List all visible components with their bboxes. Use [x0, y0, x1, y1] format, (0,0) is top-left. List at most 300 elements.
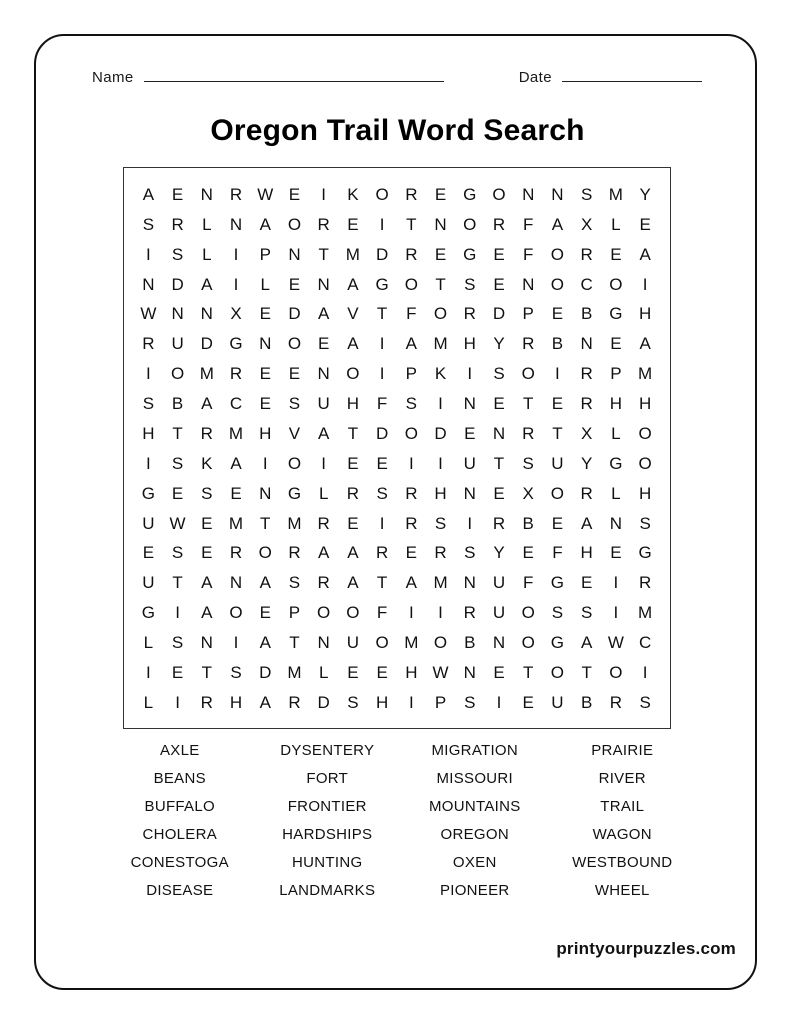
letter-cell[interactable]: I [408, 692, 415, 712]
letter-cell[interactable]: A [230, 453, 243, 473]
word-list-item[interactable]: MIGRATION [431, 742, 519, 759]
letter-cell[interactable]: O [287, 214, 302, 234]
letter-cell[interactable]: S [405, 394, 418, 414]
letter-cell[interactable]: G [550, 573, 565, 593]
letter-cell[interactable]: R [346, 483, 360, 503]
letter-cell[interactable]: C [580, 274, 594, 294]
letter-cell[interactable]: E [259, 364, 272, 384]
letter-cell[interactable]: H [346, 394, 360, 414]
letter-cell[interactable]: L [260, 274, 271, 294]
name-input-line[interactable] [144, 81, 444, 82]
letter-cell[interactable]: I [438, 394, 444, 414]
letter-cell[interactable]: F [552, 543, 564, 563]
letter-cell[interactable]: F [406, 304, 418, 324]
letter-cell[interactable]: E [259, 603, 272, 623]
letter-cell[interactable]: R [580, 483, 594, 503]
letter-cell[interactable]: D [434, 423, 448, 443]
letter-cell[interactable]: E [288, 364, 301, 384]
letter-cell[interactable]: O [550, 244, 565, 264]
letter-cell[interactable]: N [259, 334, 272, 354]
letter-cell[interactable]: N [580, 334, 594, 354]
letter-cell[interactable]: H [405, 662, 418, 682]
letter-cell[interactable]: I [642, 274, 648, 294]
letter-cell[interactable]: L [143, 633, 154, 653]
letter-cell[interactable]: O [638, 423, 653, 443]
letter-cell[interactable]: N [317, 633, 331, 653]
letter-cell[interactable]: A [551, 214, 564, 234]
letter-cell[interactable]: R [463, 603, 477, 623]
letter-cell[interactable]: X [230, 304, 243, 324]
letter-cell[interactable]: R [200, 692, 214, 712]
letter-cell[interactable]: G [609, 304, 623, 324]
letter-cell[interactable]: N [463, 483, 477, 503]
letter-cell[interactable]: R [288, 543, 302, 563]
letter-cell[interactable]: O [492, 184, 507, 204]
letter-cell[interactable]: R [580, 244, 594, 264]
letter-cell[interactable]: U [492, 603, 506, 623]
letter-cell[interactable]: E [434, 244, 447, 264]
letter-cell[interactable]: E [376, 453, 389, 473]
letter-cell[interactable]: R [434, 543, 448, 563]
letter-cell[interactable]: O [404, 423, 419, 443]
letter-cell[interactable]: N [492, 423, 506, 443]
letter-cell[interactable]: P [288, 603, 301, 623]
letter-cell[interactable]: U [463, 453, 477, 473]
letter-cell[interactable]: R [580, 364, 594, 384]
letter-cell[interactable]: O [521, 633, 536, 653]
letter-cell[interactable]: I [233, 633, 239, 653]
letter-cell[interactable]: O [463, 214, 477, 234]
word-list-item[interactable]: PRAIRIE [591, 742, 654, 759]
word-list-item[interactable]: BEANS [153, 770, 206, 787]
letter-cell[interactable]: I [555, 364, 561, 384]
letter-cell[interactable]: S [580, 184, 593, 204]
letter-cell[interactable]: I [233, 244, 239, 264]
letter-cell[interactable]: N [492, 633, 506, 653]
letter-cell[interactable]: I [613, 603, 619, 623]
letter-cell[interactable]: I [233, 274, 239, 294]
letter-cell[interactable]: M [433, 573, 449, 593]
letter-cell[interactable]: R [229, 184, 243, 204]
letter-cell[interactable]: R [522, 334, 535, 354]
word-list-item[interactable]: AXLE [159, 742, 200, 759]
letter-cell[interactable]: E [347, 214, 360, 234]
word-list-item[interactable]: OREGON [440, 826, 509, 843]
letter-cell[interactable]: M [608, 184, 624, 204]
letter-cell[interactable]: U [142, 513, 155, 533]
letter-cell[interactable]: N [522, 274, 535, 294]
letter-cell[interactable]: D [317, 692, 331, 712]
letter-cell[interactable]: M [433, 334, 449, 354]
letter-cell[interactable]: E [580, 573, 593, 593]
letter-cell[interactable]: N [463, 662, 477, 682]
letter-cell[interactable]: A [259, 633, 272, 653]
letter-cell[interactable]: N [259, 483, 272, 503]
letter-cell[interactable]: A [580, 513, 593, 533]
letter-cell[interactable]: K [434, 364, 447, 384]
letter-cell[interactable]: U [492, 573, 506, 593]
letter-cell[interactable]: G [550, 633, 565, 653]
word-list-item[interactable]: PIONEER [439, 882, 510, 899]
letter-cell[interactable]: T [172, 423, 184, 443]
letter-cell[interactable]: S [522, 453, 535, 473]
letter-cell[interactable]: E [201, 513, 213, 533]
letter-cell[interactable]: S [171, 543, 184, 563]
letter-cell[interactable]: O [229, 603, 244, 623]
letter-cell[interactable]: E [551, 394, 564, 414]
letter-cell[interactable]: G [141, 603, 156, 623]
letter-cell[interactable]: E [259, 304, 272, 324]
letter-cell[interactable]: T [523, 662, 534, 682]
letter-cell[interactable]: E [142, 543, 155, 563]
letter-cell[interactable]: T [172, 573, 184, 593]
letter-cell[interactable]: E [288, 274, 301, 294]
letter-cell[interactable]: R [229, 364, 243, 384]
letter-cell[interactable]: S [639, 692, 652, 712]
letter-cell[interactable]: T [289, 633, 301, 653]
letter-cell[interactable]: S [434, 513, 447, 533]
letter-cell[interactable]: N [317, 364, 331, 384]
letter-cell[interactable]: T [406, 214, 418, 234]
word-list-item[interactable]: WHEEL [594, 882, 650, 899]
letter-cell[interactable]: M [638, 364, 653, 384]
letter-cell[interactable]: E [318, 334, 330, 354]
letter-cell[interactable]: M [228, 423, 244, 443]
letter-cell[interactable]: T [201, 662, 213, 682]
letter-cell[interactable]: A [201, 603, 213, 623]
letter-cell[interactable]: F [376, 603, 388, 623]
letter-cell[interactable]: B [551, 334, 564, 354]
letter-cell[interactable]: H [463, 334, 477, 354]
letter-cell[interactable]: R [580, 394, 594, 414]
letter-cell[interactable]: E [347, 453, 360, 473]
letter-cell[interactable]: A [347, 543, 360, 563]
letter-cell[interactable]: U [551, 453, 565, 473]
word-list-item[interactable]: CHOLERA [142, 826, 218, 843]
letter-cell[interactable]: P [610, 364, 623, 384]
letter-cell[interactable]: P [434, 692, 447, 712]
letter-cell[interactable]: E [347, 513, 360, 533]
letter-cell[interactable]: P [522, 304, 535, 324]
letter-cell[interactable]: I [145, 662, 152, 682]
letter-cell[interactable]: M [287, 662, 303, 682]
letter-cell[interactable]: E [230, 483, 243, 503]
letter-cell[interactable]: L [202, 244, 213, 264]
letter-cell[interactable]: M [345, 244, 361, 264]
letter-cell[interactable]: E [201, 543, 213, 563]
letter-cell[interactable]: D [492, 304, 506, 324]
letter-cell[interactable]: N [200, 304, 214, 324]
letter-cell[interactable]: A [580, 633, 593, 653]
letter-cell[interactable]: E [347, 662, 360, 682]
letter-cell[interactable]: E [610, 334, 623, 354]
letter-cell[interactable]: R [375, 543, 389, 563]
letter-cell[interactable]: E [493, 244, 506, 264]
letter-cell[interactable]: R [229, 543, 243, 563]
letter-cell[interactable]: A [201, 573, 213, 593]
letter-cell[interactable]: D [171, 274, 185, 294]
letter-cell[interactable]: A [347, 274, 360, 294]
letter-cell[interactable]: N [609, 513, 623, 533]
letter-cell[interactable]: S [464, 543, 476, 563]
word-list-item[interactable]: FORT [306, 770, 349, 787]
letter-cell[interactable]: N [317, 274, 331, 294]
letter-cell[interactable]: T [523, 394, 534, 414]
letter-cell[interactable]: M [638, 603, 653, 623]
letter-cell[interactable]: W [140, 304, 157, 324]
word-list-item[interactable]: HARDSHIPS [282, 826, 373, 843]
letter-cell[interactable]: M [287, 513, 303, 533]
letter-cell[interactable]: H [142, 423, 155, 443]
letter-cell[interactable]: S [639, 513, 652, 533]
letter-cell[interactable]: O [258, 543, 273, 563]
letter-cell[interactable]: I [321, 453, 327, 473]
letter-cell[interactable]: E [171, 662, 184, 682]
letter-cell[interactable]: H [609, 394, 623, 414]
letter-cell[interactable]: M [199, 364, 215, 384]
letter-cell[interactable]: E [171, 483, 184, 503]
letter-cell[interactable]: A [318, 304, 330, 324]
letter-cell[interactable]: N [551, 184, 565, 204]
letter-cell[interactable]: N [522, 184, 535, 204]
letter-cell[interactable]: O [609, 662, 623, 682]
letter-cell[interactable]: T [435, 274, 447, 294]
word-list-item[interactable]: RIVER [598, 770, 646, 787]
letter-cell[interactable]: N [142, 274, 155, 294]
letter-cell[interactable]: N [229, 214, 243, 234]
letter-cell[interactable]: G [141, 483, 156, 503]
letter-cell[interactable]: L [318, 483, 329, 503]
letter-cell[interactable]: D [288, 304, 302, 324]
letter-cell[interactable]: I [496, 692, 502, 712]
letter-cell[interactable]: O [375, 633, 390, 653]
letter-cell[interactable]: I [379, 334, 385, 354]
letter-cell[interactable]: I [175, 603, 181, 623]
letter-cell[interactable]: W [169, 513, 187, 533]
letter-cell[interactable]: O [170, 364, 185, 384]
letter-cell[interactable]: O [550, 274, 565, 294]
letter-cell[interactable]: I [467, 364, 473, 384]
letter-cell[interactable]: R [288, 692, 302, 712]
letter-cell[interactable]: E [610, 244, 623, 264]
letter-cell[interactable]: S [580, 603, 593, 623]
letter-cell[interactable]: S [288, 573, 301, 593]
letter-cell[interactable]: E [405, 543, 418, 563]
letter-cell[interactable]: R [317, 214, 331, 234]
letter-cell[interactable]: B [171, 394, 184, 414]
letter-cell[interactable]: C [638, 633, 652, 653]
letter-cell[interactable]: I [467, 513, 473, 533]
letter-cell[interactable]: O [433, 304, 448, 324]
letter-cell[interactable]: X [522, 483, 535, 503]
letter-cell[interactable]: W [432, 662, 450, 682]
letter-cell[interactable]: I [379, 364, 385, 384]
letter-cell[interactable]: E [522, 543, 535, 563]
letter-cell[interactable]: Y [639, 184, 652, 204]
word-list-item[interactable]: HUNTING [292, 854, 363, 871]
letter-cell[interactable]: G [609, 453, 623, 473]
letter-cell[interactable]: F [523, 573, 534, 593]
letter-cell[interactable]: E [493, 394, 506, 414]
word-list-item[interactable]: DYSENTERY [280, 742, 375, 759]
letter-cell[interactable]: O [346, 364, 360, 384]
letter-cell[interactable]: H [259, 423, 272, 443]
letter-cell[interactable]: N [463, 573, 477, 593]
letter-cell[interactable]: R [171, 214, 185, 234]
letter-cell[interactable]: O [317, 603, 331, 623]
letter-cell[interactable]: S [347, 692, 360, 712]
word-list-item[interactable]: MOUNTAINS [428, 798, 521, 815]
letter-cell[interactable]: R [405, 184, 418, 204]
letter-cell[interactable]: N [200, 633, 214, 653]
letter-cell[interactable]: I [262, 453, 269, 473]
letter-cell[interactable]: K [347, 184, 360, 204]
letter-cell[interactable]: L [611, 423, 622, 443]
letter-cell[interactable]: B [522, 513, 535, 533]
letter-cell[interactable]: F [523, 244, 534, 264]
letter-cell[interactable]: F [523, 214, 534, 234]
letter-cell[interactable]: R [638, 573, 652, 593]
letter-cell[interactable]: Y [580, 453, 593, 473]
date-input-line[interactable] [562, 81, 702, 82]
letter-cell[interactable]: E [376, 662, 389, 682]
letter-cell[interactable]: F [376, 394, 388, 414]
word-list-item[interactable]: CONESTOGA [130, 854, 229, 871]
letter-cell[interactable]: O [287, 453, 302, 473]
letter-cell[interactable]: H [638, 394, 652, 414]
letter-cell[interactable]: U [346, 633, 360, 653]
letter-cell[interactable]: S [171, 244, 184, 264]
letter-cell[interactable]: I [408, 603, 415, 623]
letter-cell[interactable]: L [143, 692, 154, 712]
word-list-item[interactable]: FRONTIER [287, 798, 367, 815]
letter-cell[interactable]: G [287, 483, 302, 503]
letter-cell[interactable]: H [229, 692, 243, 712]
letter-cell[interactable]: S [201, 483, 213, 503]
letter-cell[interactable]: T [318, 244, 330, 264]
letter-cell[interactable]: L [318, 662, 329, 682]
letter-cell[interactable]: A [259, 214, 272, 234]
letter-cell[interactable]: O [521, 364, 536, 384]
letter-cell[interactable]: R [405, 483, 418, 503]
letter-cell[interactable]: N [288, 244, 302, 264]
letter-cell[interactable]: P [259, 244, 272, 264]
letter-cell[interactable]: G [638, 543, 653, 563]
letter-cell[interactable]: S [464, 692, 476, 712]
letter-cell[interactable]: D [259, 662, 272, 682]
letter-cell[interactable]: R [317, 573, 331, 593]
letter-cell[interactable]: T [347, 423, 359, 443]
letter-cell[interactable]: E [493, 274, 506, 294]
letter-cell[interactable]: T [376, 573, 388, 593]
letter-cell[interactable]: B [580, 304, 593, 324]
letter-cell[interactable]: E [259, 394, 272, 414]
letter-cell[interactable]: N [171, 304, 185, 324]
letter-cell[interactable]: U [317, 394, 331, 414]
letter-cell[interactable]: G [375, 274, 390, 294]
letter-cell[interactable]: I [145, 453, 152, 473]
letter-cell[interactable]: N [200, 184, 214, 204]
letter-cell[interactable]: S [551, 603, 564, 623]
letter-cell[interactable]: I [145, 364, 152, 384]
letter-cell[interactable]: E [171, 184, 184, 204]
letter-cell[interactable]: I [613, 573, 619, 593]
letter-cell[interactable]: W [607, 633, 625, 653]
letter-cell[interactable]: A [347, 334, 360, 354]
letter-cell[interactable]: R [609, 692, 623, 712]
word-list-item[interactable]: BUFFALO [144, 798, 215, 815]
letter-cell[interactable]: R [405, 513, 418, 533]
letter-cell[interactable]: R [317, 513, 331, 533]
letter-cell[interactable]: N [463, 394, 477, 414]
letter-cell[interactable]: E [522, 692, 535, 712]
letter-cell[interactable]: I [379, 214, 385, 234]
letter-cell[interactable]: K [201, 453, 213, 473]
letter-cell[interactable]: E [464, 423, 476, 443]
letter-cell[interactable]: I [408, 453, 415, 473]
letter-cell[interactable]: O [404, 274, 419, 294]
letter-cell[interactable]: O [433, 633, 448, 653]
letter-cell[interactable]: I [145, 244, 152, 264]
letter-cell[interactable]: L [611, 214, 622, 234]
letter-cell[interactable]: A [405, 573, 418, 593]
letter-cell[interactable]: I [379, 513, 385, 533]
letter-cell[interactable]: U [171, 334, 185, 354]
letter-cell[interactable]: N [434, 214, 448, 234]
letter-cell[interactable]: A [639, 244, 652, 264]
letter-cell[interactable]: P [405, 364, 418, 384]
letter-cell[interactable]: H [375, 692, 389, 712]
letter-cell[interactable]: O [287, 334, 302, 354]
letter-cell[interactable]: M [228, 513, 244, 533]
letter-cell[interactable]: W [257, 184, 274, 204]
letter-cell[interactable]: E [551, 513, 564, 533]
letter-cell[interactable]: T [493, 453, 505, 473]
letter-cell[interactable]: V [288, 423, 301, 443]
letter-cell[interactable]: E [288, 184, 301, 204]
word-list-item[interactable]: OXEN [452, 854, 497, 871]
letter-cell[interactable]: A [201, 394, 213, 414]
letter-cell[interactable]: S [376, 483, 389, 503]
letter-cell[interactable]: O [550, 483, 565, 503]
letter-cell[interactable]: R [492, 513, 506, 533]
letter-cell[interactable]: T [260, 513, 271, 533]
letter-cell[interactable]: U [142, 573, 155, 593]
letter-cell[interactable]: Y [493, 334, 506, 354]
letter-cell[interactable]: S [464, 274, 476, 294]
letter-cell[interactable]: S [142, 394, 155, 414]
letter-cell[interactable]: I [175, 692, 181, 712]
letter-cell[interactable]: D [375, 423, 389, 443]
letter-cell[interactable]: E [551, 304, 564, 324]
letter-cell[interactable]: E [493, 483, 506, 503]
letter-cell[interactable]: S [230, 662, 243, 682]
letter-cell[interactable]: A [318, 543, 330, 563]
letter-cell[interactable]: O [346, 603, 360, 623]
letter-cell[interactable]: I [642, 662, 648, 682]
letter-cell[interactable]: D [200, 334, 214, 354]
letter-cell[interactable]: R [492, 214, 506, 234]
word-list-item[interactable]: MISSOURI [436, 770, 514, 787]
letter-cell[interactable]: L [611, 483, 622, 503]
letter-cell[interactable]: G [463, 184, 477, 204]
letter-cell[interactable]: R [200, 423, 214, 443]
word-list-item[interactable]: WAGON [592, 826, 652, 843]
letter-cell[interactable]: S [288, 394, 301, 414]
letter-cell[interactable]: B [580, 692, 593, 712]
word-list-item[interactable]: DISEASE [146, 882, 214, 899]
letter-cell[interactable]: N [229, 573, 243, 593]
